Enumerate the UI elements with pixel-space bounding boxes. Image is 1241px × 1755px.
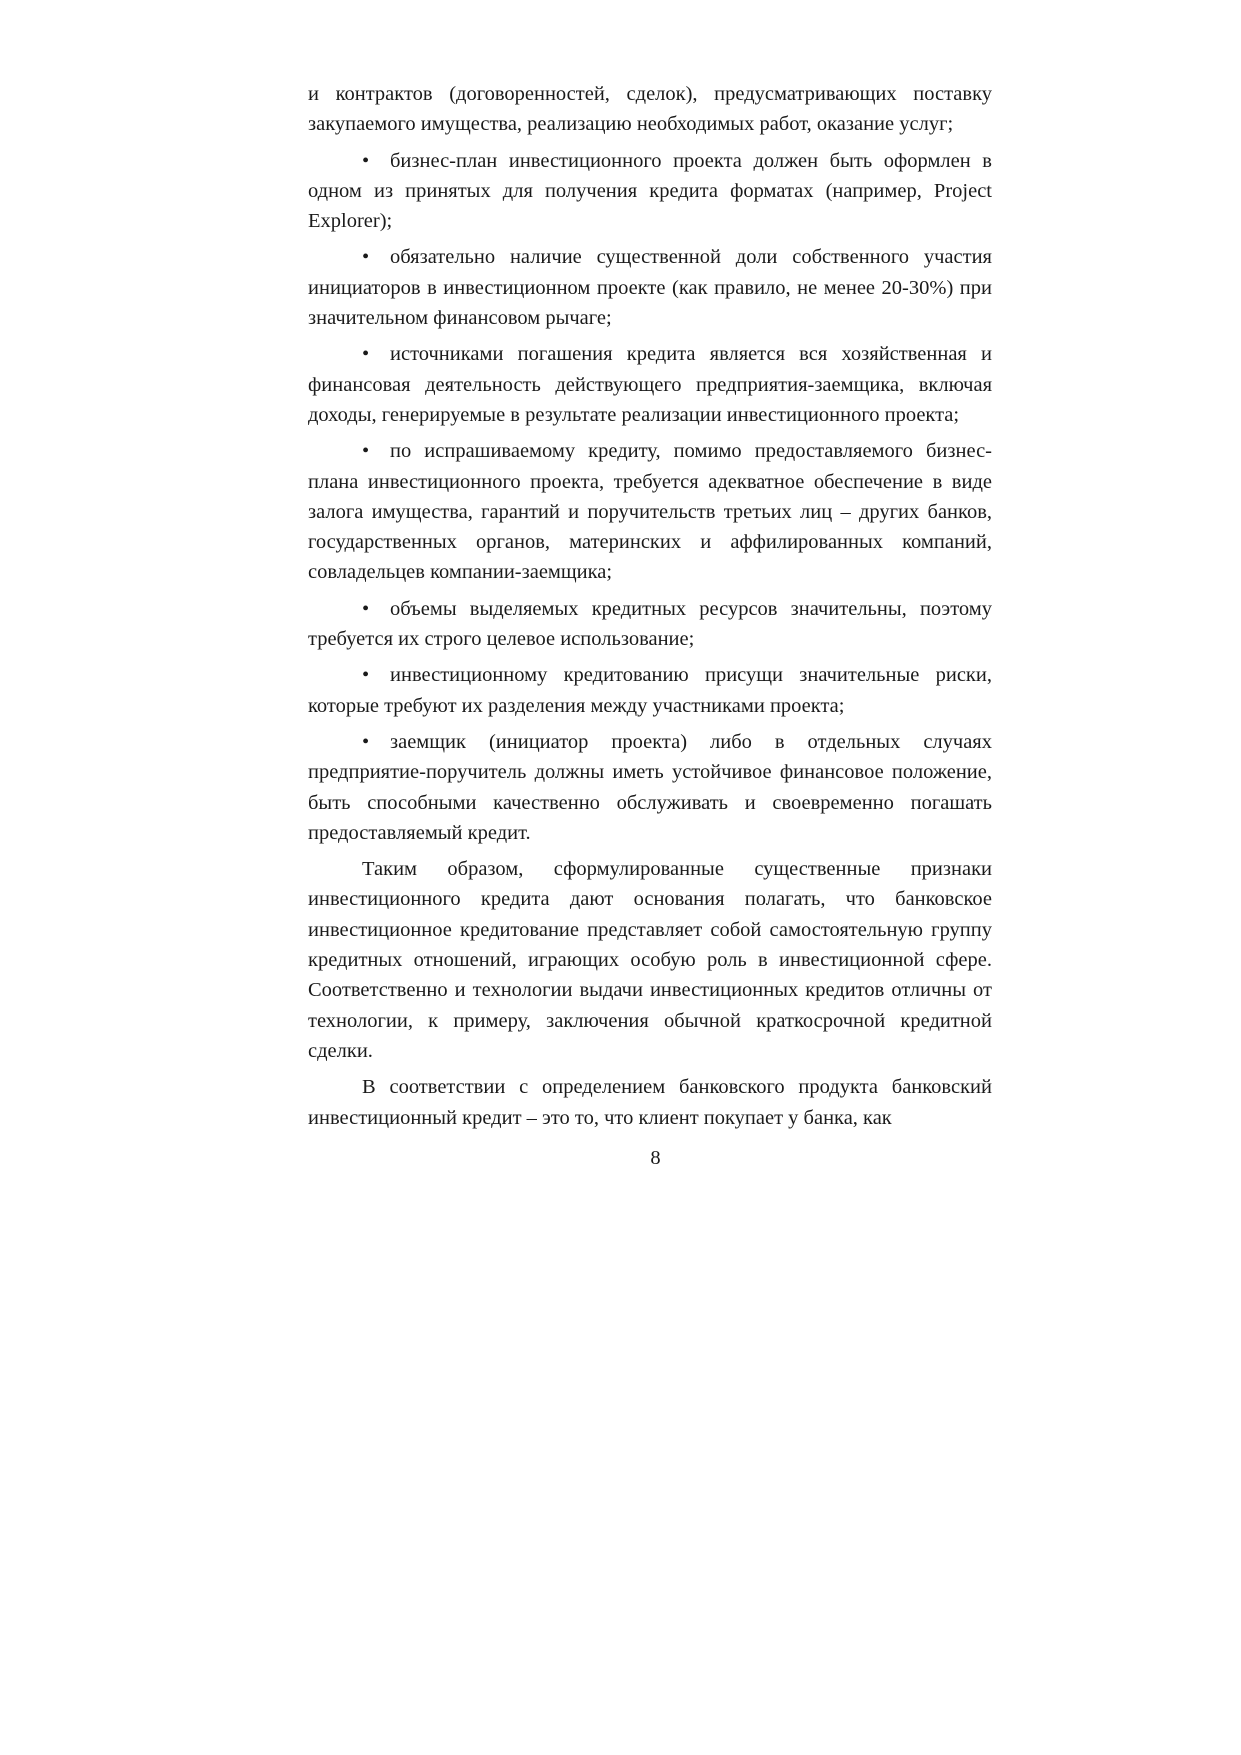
bullet-text: бизнес-план инвестиционного проекта должен быть оформлен в одном из принятых для получения кредита форматах (например, Project Explorer);: [308, 149, 992, 233]
bullet-text: обязательно наличие существенной доли собственного участия инициаторов в инвестиционном проекте (как правило, не менее 20-30%) при значительном финансовом рычаге;: [308, 246, 992, 330]
bullet-icon: •: [362, 343, 370, 366]
bullet-item: [308, 594, 992, 655]
bullet-text: заемщик (инициатор проекта) либо в отдельных случаях предприятие-поручитель должны иметь устойчивое финансовое положение, быть способными качественно обслуживать и своевременно погашать предоставляемый кредит.: [308, 730, 992, 844]
bullet-icon: •: [362, 730, 370, 753]
bullet-item: [308, 146, 992, 237]
continuation-paragraph: и контрактов (договоренностей, сделок), предусматривающих поставку закупаемого имущества, реализацию необходимых работ, оказание услуг;: [308, 83, 992, 136]
bullet-icon: •: [362, 597, 370, 620]
bullet-item: [308, 339, 992, 430]
bullet-item: [308, 660, 992, 721]
page-body: [308, 79, 992, 1133]
bullet-icon: •: [362, 149, 370, 172]
bullet-text: по испрашиваемому кредиту, помимо предоставляемого бизнес-плана инвестиционного проекта, требуется адекватное обеспечение в виде залога имущества, гарантий и поручительств третьих лиц – других банков, государственных органов, материнских и аффилированных компаний, совладельцев компании-заемщика;: [308, 440, 992, 584]
body-paragraph: В соответствии с определением банковского продукта банковский инвестиционный кредит – это то, что клиент покупает у банка, как: [308, 1076, 992, 1129]
bullet-icon: •: [362, 246, 370, 269]
bullet-item: [308, 436, 992, 587]
body-paragraph: Таким образом, сформулированные существенные признаки инвестиционного кредита дают основания полагать, что банковское инвестиционное кредитование представляет собой самостоятельную группу кредитных отношений, играющих особую роль в инвестиционной сфере. Соответственно и технологии выдачи инвестиционных кредитов отличны от технологии, к примеру, заключения обычной краткосрочной кредитной сделки.: [308, 858, 992, 1062]
page-number: 8: [650, 1147, 661, 1169]
bullet-icon: •: [362, 664, 370, 687]
bullet-item: [308, 242, 992, 333]
bullet-icon: •: [362, 440, 370, 463]
bullet-text: объемы выделяемых кредитных ресурсов значительны, поэтому требуется их строго целевое использование;: [308, 597, 992, 651]
bullet-text: инвестиционному кредитованию присущи значительные риски, которые требуют их разделения между участниками проекта;: [308, 664, 992, 717]
bullet-item: [308, 727, 992, 848]
bullet-text: источниками погашения кредита является вся хозяйственная и финансовая деятельность действующего предприятия-заемщика, включая доходы, генерируемые в результате реализации инвестиционного проекта;: [308, 343, 992, 426]
